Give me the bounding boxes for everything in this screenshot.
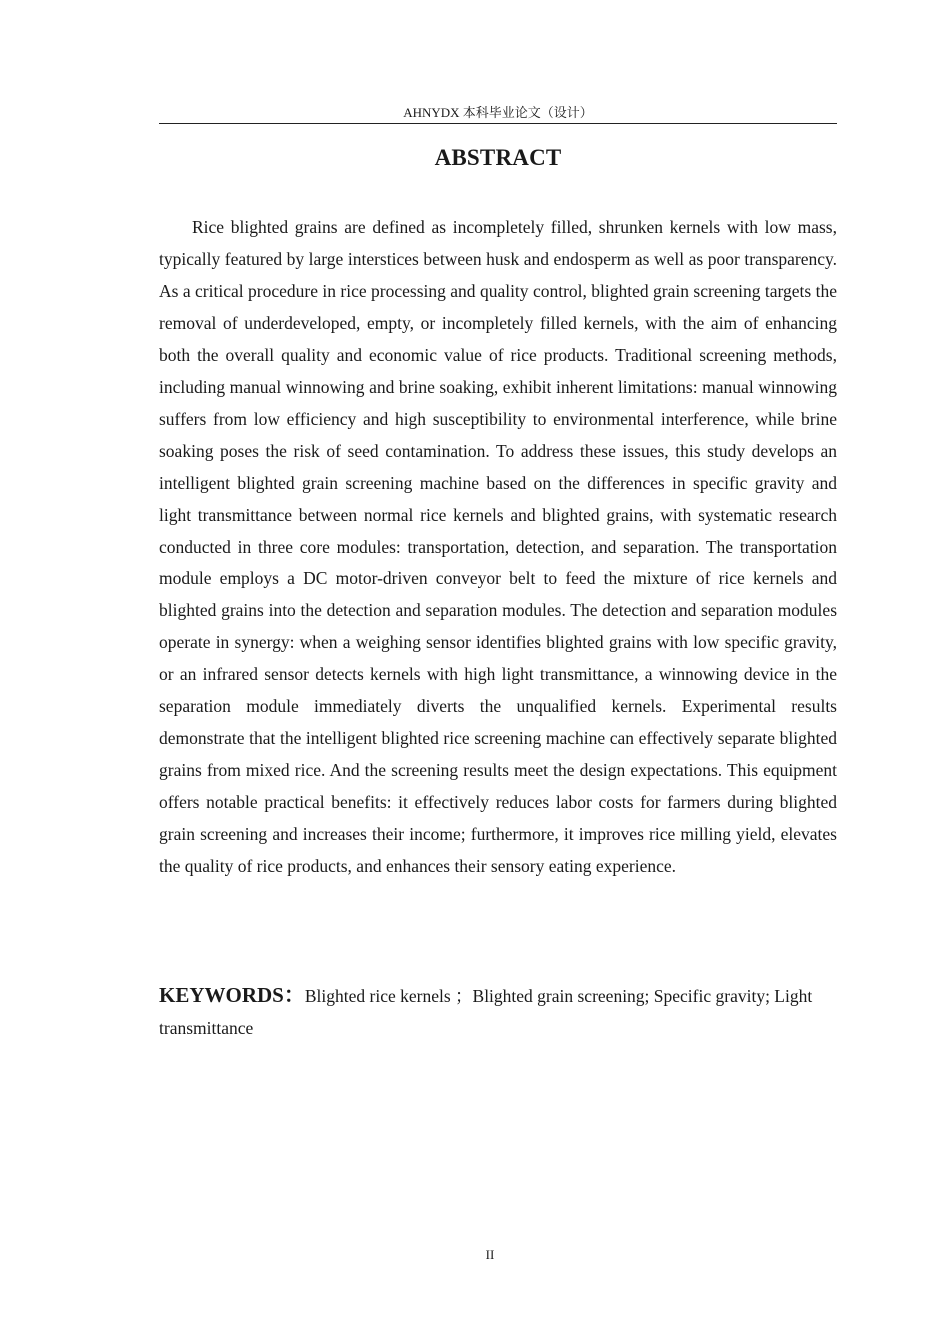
- running-header: AHNYDX 本科毕业论文（设计）: [159, 104, 837, 124]
- keywords-line: [159, 979, 837, 1044]
- keywords-label: KEYWORDS：: [159, 983, 305, 1007]
- keywords-text: Blighted rice kernels ；Blighted grain screening; Specific gravity; Light transmittance: [159, 986, 813, 1038]
- abstract-paragraph: Rice blighted grains are defined as incompletely filled, shrunken kernels with low mass, typically featured by large interstices between husk and endosperm as well as poor transparency. As a critical procedure in rice processing and quality control, blighted grain screening targets the removal of underdeveloped, empty, or incompletely filled kernels, with the aim of enhancing both the overall quality and economic value of rice products. Traditional screening methods, including manual winnowing and brine soaking, exhibit inherent limitations: manual winnowing suffers from low efficiency and high susceptibility to environmental interference, while brine soaking poses the risk of seed contamination. To address these issues, this study develops an intelligent blighted grain screening machine based on the differences in specific gravity and light transmittance between normal rice kernels and blighted grains, with systematic research conducted in three core modules: transportation, detection, and separation. The transportation module employs a DC motor-driven conveyor belt to feed the mixture of rice kernels and blighted grains into the detection and separation modules. The detection and separation modules operate in synergy: when a weighing sensor identifies blighted grains with low specific gravity, or an infrared sensor detects kernels with high light transmittance, a winnowing device in the separation module immediately diverts the unqualified kernels. Experimental results demonstrate that the intelligent blighted rice screening machine can effectively separate blighted grains from mixed rice. And the screening results meet the design expectations. This equipment offers notable practical benefits: it effectively reduces labor costs for farmers during blighted grain screening and increases their income; furthermore, it improves rice milling yield, elevates the quality of rice products, and enhances their sensory eating experience.: [159, 217, 837, 877]
- abstract-title: ABSTRACT: [434, 145, 562, 170]
- page-number: II: [485, 1247, 495, 1262]
